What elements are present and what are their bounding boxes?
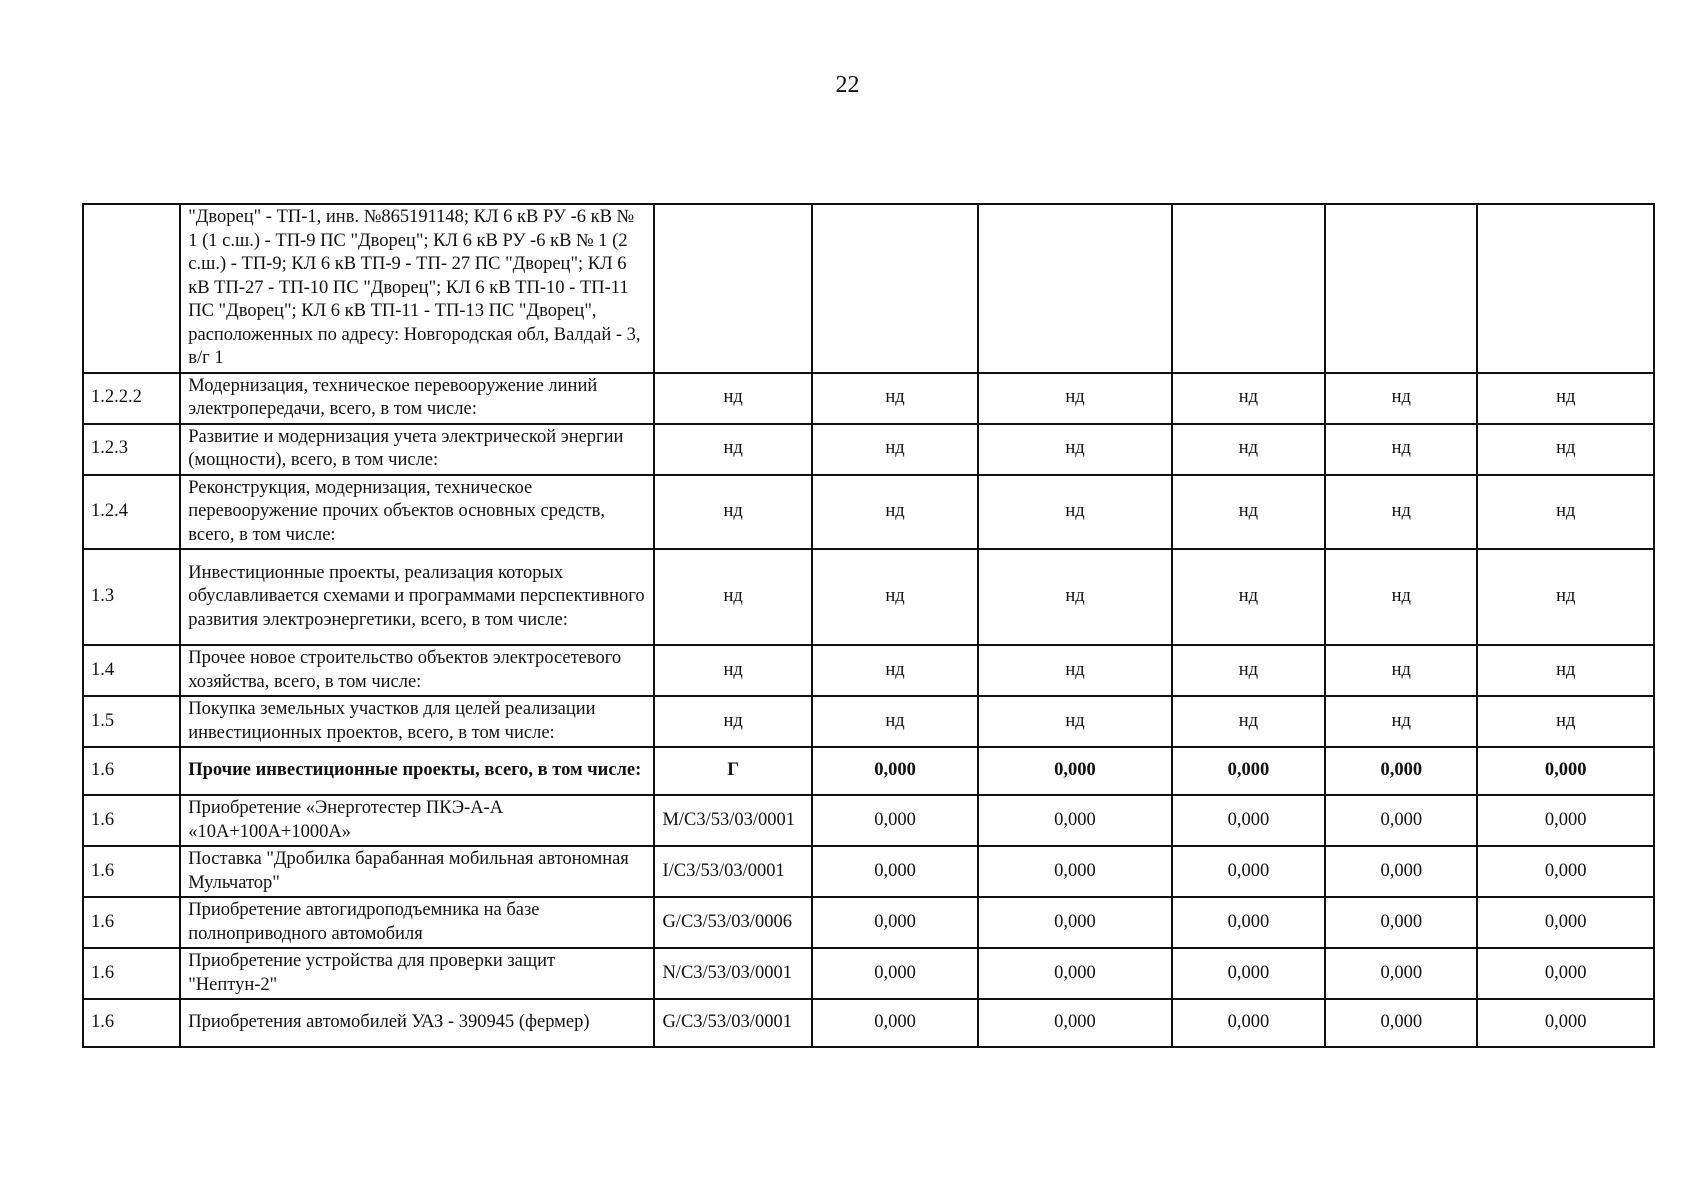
row-value: 0,000 xyxy=(1325,948,1477,999)
row-description: Поставка "Дробилка барабанная мобильная автономная Мульчатор" xyxy=(180,846,654,897)
row-value: нд xyxy=(1172,373,1325,424)
row-value: нд xyxy=(1477,475,1654,550)
row-value: нд xyxy=(1172,696,1325,747)
investment-table xyxy=(82,203,1655,1048)
row-value: 0,000 xyxy=(978,948,1171,999)
row-code: нд xyxy=(654,645,811,696)
row-code: нд xyxy=(654,373,811,424)
row-value: 0,000 xyxy=(1325,747,1477,795)
row-description: Реконструкция, модернизация, техническое перевооружение прочих объектов основных средств, всего, в том числе: xyxy=(180,475,654,550)
row-value: нд xyxy=(978,424,1171,475)
row-value: 0,000 xyxy=(978,747,1171,795)
row-code: Г xyxy=(654,747,811,795)
row-value: нд xyxy=(812,645,978,696)
row-value: 0,000 xyxy=(978,846,1171,897)
row-value xyxy=(1477,204,1654,373)
table-row xyxy=(83,475,1654,550)
row-description: Модернизация, техническое перевооружение линий электропередачи, всего, в том числе: xyxy=(180,373,654,424)
row-value: нд xyxy=(978,475,1171,550)
row-value: 0,000 xyxy=(812,897,978,948)
row-description: Развитие и модернизация учета электрической энергии (мощности), всего, в том числе: xyxy=(180,424,654,475)
row-number: 1.6 xyxy=(83,795,180,846)
row-number: 1.4 xyxy=(83,645,180,696)
row-value: нд xyxy=(978,645,1171,696)
row-number: 1.6 xyxy=(83,999,180,1047)
row-number: 1.6 xyxy=(83,948,180,999)
table-row xyxy=(83,897,1654,948)
row-number xyxy=(83,204,180,373)
row-value: нд xyxy=(1325,475,1477,550)
row-description: Прочие инвестиционные проекты, всего, в том числе: xyxy=(180,747,654,795)
table-row xyxy=(83,846,1654,897)
row-code: G/C3/53/03/0001 xyxy=(654,999,811,1047)
row-value: 0,000 xyxy=(812,846,978,897)
row-value: 0,000 xyxy=(1477,948,1654,999)
row-value: нд xyxy=(1477,696,1654,747)
row-value xyxy=(812,204,978,373)
row-value: нд xyxy=(812,373,978,424)
table-row xyxy=(83,948,1654,999)
table-row xyxy=(83,795,1654,846)
row-value: нд xyxy=(1172,475,1325,550)
row-value xyxy=(1172,204,1325,373)
row-value: 0,000 xyxy=(1325,897,1477,948)
row-value: 0,000 xyxy=(812,999,978,1047)
row-value: нд xyxy=(978,373,1171,424)
row-value: 0,000 xyxy=(1325,795,1477,846)
row-code: I/C3/53/03/0001 xyxy=(654,846,811,897)
row-value: 0,000 xyxy=(1172,999,1325,1047)
row-value: 0,000 xyxy=(1477,795,1654,846)
row-code xyxy=(654,204,811,373)
row-number: 1.6 xyxy=(83,846,180,897)
row-code: N/C3/53/03/0001 xyxy=(654,948,811,999)
row-value: 0,000 xyxy=(1172,846,1325,897)
row-value: 0,000 xyxy=(1325,999,1477,1047)
row-number: 1.2.2.2 xyxy=(83,373,180,424)
row-description: Прочее новое строительство объектов электросетевого хозяйства, всего, в том числе: xyxy=(180,645,654,696)
row-description: Приобретение автогидроподъемника на базе полноприводного автомобиля xyxy=(180,897,654,948)
row-number: 1.6 xyxy=(83,747,180,795)
row-code: нд xyxy=(654,424,811,475)
row-value: нд xyxy=(1325,549,1477,645)
row-value: 0,000 xyxy=(978,795,1171,846)
row-value: нд xyxy=(1172,424,1325,475)
row-number: 1.2.3 xyxy=(83,424,180,475)
row-value: 0,000 xyxy=(978,999,1171,1047)
row-code: G/C3/53/03/0006 xyxy=(654,897,811,948)
row-description: Покупка земельных участков для целей реализации инвестиционных проектов, всего, в том числе: xyxy=(180,696,654,747)
row-value: 0,000 xyxy=(1477,897,1654,948)
row-value: нд xyxy=(978,549,1171,645)
row-number: 1.5 xyxy=(83,696,180,747)
row-description: Приобретение устройства для проверки защит "Нептун-2" xyxy=(180,948,654,999)
table-row xyxy=(83,549,1654,645)
row-value: 0,000 xyxy=(812,795,978,846)
row-value: нд xyxy=(1325,424,1477,475)
row-value: 0,000 xyxy=(1477,999,1654,1047)
table-row xyxy=(83,696,1654,747)
row-value: нд xyxy=(1325,645,1477,696)
row-value: нд xyxy=(812,424,978,475)
row-description: Приобретение «Энерготестер ПКЭ-А-А «10А+100А+1000А» xyxy=(180,795,654,846)
table-row xyxy=(83,645,1654,696)
table-row xyxy=(83,373,1654,424)
row-description: Инвестиционные проекты, реализация которых обуславливается схемами и программами перспективного развития электроэнергетики, всего, в том числе: xyxy=(180,549,654,645)
row-value: 0,000 xyxy=(812,948,978,999)
row-value: 0,000 xyxy=(978,897,1171,948)
row-value: 0,000 xyxy=(1172,948,1325,999)
table-row xyxy=(83,204,1654,373)
row-value: 0,000 xyxy=(1477,846,1654,897)
row-value xyxy=(1325,204,1477,373)
row-number: 1.3 xyxy=(83,549,180,645)
row-value: 0,000 xyxy=(1172,747,1325,795)
row-value xyxy=(978,204,1171,373)
row-value: нд xyxy=(812,696,978,747)
row-value: нд xyxy=(1477,373,1654,424)
row-code: M/C3/53/03/0001 xyxy=(654,795,811,846)
row-value: нд xyxy=(1477,549,1654,645)
row-value: нд xyxy=(1325,696,1477,747)
row-description: "Дворец" - ТП-1, инв. №865191148; КЛ 6 кВ РУ -6 кВ № 1 (1 с.ш.) - ТП-9 ПС "Дворец"; КЛ 6 кВ РУ -6 кВ № 1 (2 с.ш.) - ТП-9; КЛ 6 кВ ТП-9 - ТП- 27 ПС "Дворец"; КЛ 6 кВ ТП-27 - ТП-10 ПС "Дворец"; КЛ 6 кВ ТП-10 - ТП-11 ПС "Дворец"; КЛ 6 кВ ТП-11 - ТП-13 ПС "Дворец", расположенных по адресу: Новгородская обл, Валдай - 3, в/г 1 xyxy=(180,204,654,373)
row-value: нд xyxy=(1172,645,1325,696)
row-value: нд xyxy=(978,696,1171,747)
row-value: 0,000 xyxy=(812,747,978,795)
row-value: нд xyxy=(812,549,978,645)
row-code: нд xyxy=(654,549,811,645)
row-value: нд xyxy=(1172,549,1325,645)
row-value: 0,000 xyxy=(1172,897,1325,948)
row-value: нд xyxy=(1325,373,1477,424)
row-description: Приобретения автомобилей УАЗ - 390945 (фермер) xyxy=(180,999,654,1047)
row-value: нд xyxy=(1477,424,1654,475)
page-number: 22 xyxy=(835,72,860,98)
table-row xyxy=(83,424,1654,475)
row-value: 0,000 xyxy=(1325,846,1477,897)
table-row xyxy=(83,999,1654,1047)
row-value: нд xyxy=(1477,645,1654,696)
row-number: 1.6 xyxy=(83,897,180,948)
row-value: 0,000 xyxy=(1477,747,1654,795)
row-value: 0,000 xyxy=(1172,795,1325,846)
row-code: нд xyxy=(654,696,811,747)
row-number: 1.2.4 xyxy=(83,475,180,550)
row-code: нд xyxy=(654,475,811,550)
table-row xyxy=(83,747,1654,795)
row-value: нд xyxy=(812,475,978,550)
